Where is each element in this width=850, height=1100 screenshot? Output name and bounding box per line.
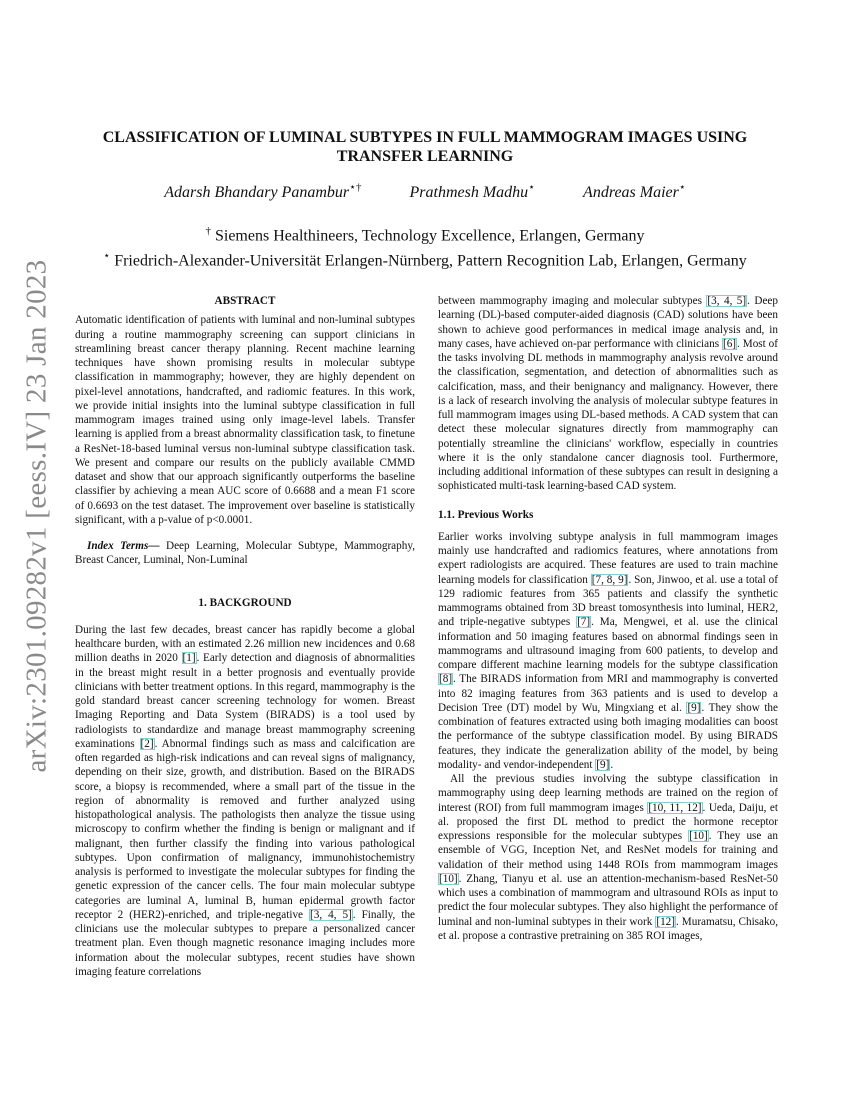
arxiv-identifier [19,259,55,773]
citation-link[interactable]: [8] [439,673,453,686]
citation-link[interactable]: [1] [182,652,196,665]
previous-works-paragraph: Earlier works involving subtype analysis in full mammogram images mainly use handcrafted and radiomics features, where annotations from expert radiologists are acquired. These features are used to train machine learning models for classification [7, 8, 9]. Son, Jinwoo, et al. use a total of 129 radiomic features from 365 patients and classify the synthetic mammograms obtained from 3D breast tomosynthesis into luminal, HER2, and triple-negative subtypes [7]. Ma, Mengwei, et al. use the clinical information and 50 imaging features based on abnormal findings seen in mammograms and ultrasound imaging from 600 patients, to develop and compare different machine learning models for the subtype classification [8]. The BIRADS information from MRI and mammography is converted into 82 imaging features from 363 patients and is used to develop a Decision Tree (DT) model by Wu, Mingxiang et al. [9]. They show the combination of features extracted using both imaging modalities can boost the performance of the subtype classification model. By using BIRADS features, they indicate the generalization ability of the model, by being modality- and vendor-independent [9]. [438,530,778,771]
author: Andreas Maier⋆ [583,182,686,202]
citation-link[interactable]: [3, 4, 5] [707,295,747,307]
index-terms-label: Index Terms— [87,540,160,552]
citation-link[interactable]: [7] [577,616,591,629]
abstract-text: Automatic identification of patients with luminal and non-luminal subtypes during a routine mammography screening can support clinicians in streamlining breast cancer therapy planning. Recent machine learning techniques have shown promising results in molecular subtype classification in mammography; however, they are highly dependent on pixel-level annotations, handcrafted, and radiomic features. In this work, we provide initial insights into the luminal subtype classification in full mammogram images trained using only image-level labels. Transfer learning is applied from a breast abnormality classification task, to finetune a ResNet-18-based luminal versus non-luminal subtype classification task. We present and compare our results on the publicly available CMMD dataset and show that our approach significantly outperforms the baseline classifier by achieving a mean AUC score of 0.6688 and a mean F1 score of 0.6693 on the test dataset. The improvement over baseline is statistically significant, with a p-value of p<0.0001. [75,314,415,526]
intro-continued-paragraph: between mammography imaging and molecular subtypes [3, 4, 5]. Deep learning (DL)-based computer-aided diagnosis (CAD) solutions have been shown to achieve good performances in medical image analysis and, in many cases, have achieved on-par performance with clinicians [6]. Most of the tasks involving DL methods in mammography analysis revolve around the classification, segmentation, and detection of abnormalities such as calcification, mass, and their benignancy and malignancy. However, there is a lack of research involving the analysis of molecular subtype features in full mammogram images using DL-based methods. A CAD system that can detect these molecular signatures directly from mammography can potentially streamline the clinicians' workflow, especially in countries where it is the only standalone cancer diagnosis tool. Furthermore, including additional information of these subtypes can result in designing a sophisticated multi-task learning-based CAD system. [438,295,778,493]
citation-link[interactable]: [9] [596,758,610,771]
index-terms: Index Terms— Deep Learning, Molecular Subtype, Mammography, Breast Cancer, Luminal, Non-Luminal [75,540,415,567]
citation-link[interactable]: [9] [687,701,701,714]
affiliation: † Siemens Healthineers, Technology Excellence, Erlangen, Germany [205,225,645,245]
citation-link[interactable]: [10] [439,872,458,885]
citation-link[interactable]: [10] [689,830,708,842]
citation-link[interactable]: [2] [140,737,154,750]
abstract-heading: ABSTRACT [214,295,276,307]
author: Adarsh Bhandary Panambur⋆† [164,182,362,202]
citation-link[interactable]: [10, 11, 12] [648,801,702,814]
citation-link[interactable]: [12] [656,915,675,928]
affiliations [60,221,790,272]
arxiv-identifier-text: arXiv:2301.09282v1 [eess.IV] 23 Jan 2023 [20,259,53,773]
previous-works-heading: 1.1. Previous Works [438,508,534,521]
author: Prathmesh Madhu⋆ [409,182,536,202]
dl-works-paragraph: All the previous studies involving the subtype classification in mammography using deep learning methods are trained on the region of interest (ROI) from full mammogram images [10, 11, 12]. Ueda, Daiju, et al. proposed the first DL method to predict the hormone receptor expressions responsible for the molecular subtypes [10]. They use an ensemble of VGG, Inception Net, and ResNet models for training and validation of their method using 1448 ROIs from mammogram images [10]. Zhang, Tianyu et al. use an attention-mechanism-based ResNet-50 which uses a combination of mammogram and ultrasound ROIs as input to predict the four molecular subtypes. They also highlight the performance of luminal and non-luminal subtypes in their work [12]. Muramatsu, Chisako, et al. propose a contrastive pretraining on 385 ROI images, [438,773,778,942]
right-column [438,294,778,943]
citation-link[interactable]: [3, 4, 5] [310,908,352,921]
paper-title: CLASSIFICATION OF LUMINAL SUBTYPES IN FULL MAMMOGRAM IMAGES USING TRANSFER LEARNING [102,129,748,165]
left-column [75,294,415,979]
citation-link[interactable]: [7, 8, 9] [591,573,628,586]
author-list [60,181,790,202]
citation-link[interactable]: [6] [722,337,737,350]
background-heading: 1. BACKGROUND [198,596,292,609]
background-paragraph: During the last few decades, breast cancer has rapidly become a global healthcare burden, with an estimated 2.26 million new incidences and 0.68 million deaths in 2020 [1]. Early detection and diagnosis of abnormalities in the breast might result in a better prognosis and eventually provide clinicians with better treatment options. In this regard, mammography is the gold standard breast cancer screening technology for women. Breast Imaging Reporting and Data System (BIRADS) is a tool used by radiologists to standardize and manage breast mammography screening examinations [2]. Abnormal findings such as mass and calcification are often regarded as high-risk indications and can reveal signs of malignancy, depending on their size, growth, and distribution. Based on the BIRADS score, a biopsy is recommended, where a small part of the tissue in the region of abnormality is removed and further analyzed using histopathological analysis. The pathologists then analyze the tissue using microscopy to confirm whether the finding is benign or malignant and if malignant, then further classify the finding into various pathological subtypes. Upon confirmation of malignancy, immunohistochemistry analysis is performed to investigate the molecular subtypes for finding the genetic expression of the cancer cells. The four main molecular subtype categories are luminal A, luminal B, human epidermal growth factor receptor 2 (HER2)-enriched, and triple-negative [3, 4, 5]. Finally, the clinicians use the molecular subtypes to prepare a personalized cancer treatment plan. Even though magnetic resonance imaging includes more information about the molecular subtypes, recent studies have shown imaging feature correlations [75,623,416,978]
affiliation: ⋆ Friedrich-Alexander-Universität Erlangen-Nürnberg, Pattern Recognition Lab, Erlangen, Germany [103,250,747,270]
